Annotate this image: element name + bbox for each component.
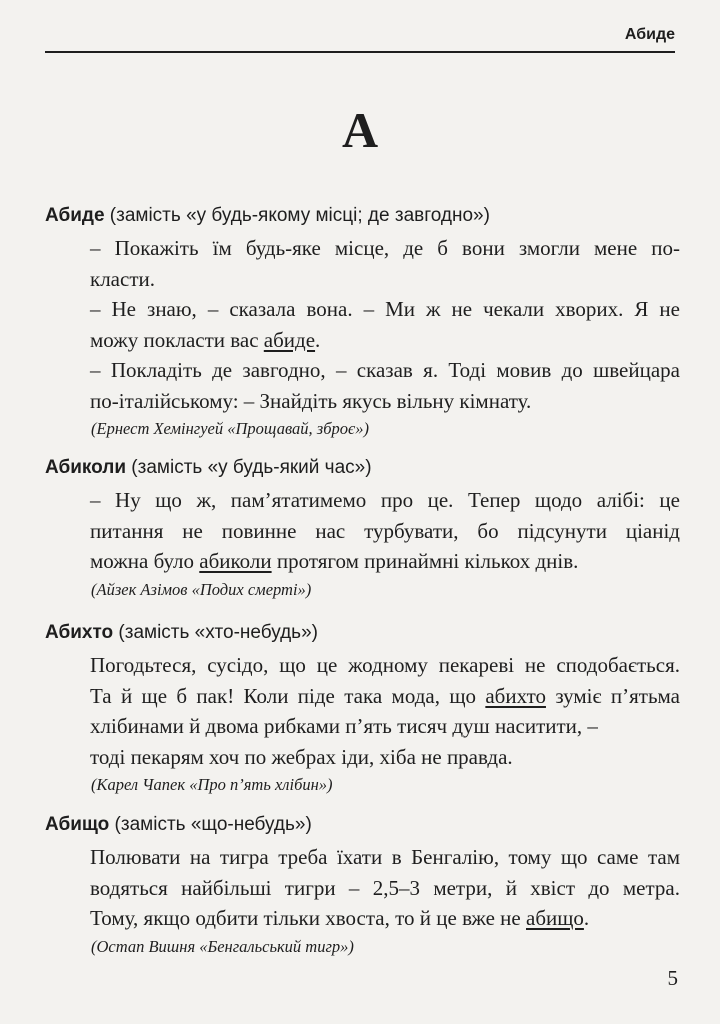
quote-source: (Ернест Хемінгуей «Прощавай, зброє»)	[91, 419, 369, 438]
entry-note: (замість «у будь-якому місці; де завгодно»)	[104, 205, 490, 226]
highlighted-word: абихто	[485, 683, 546, 708]
entry-quote	[90, 842, 680, 959]
quote-line: можна було абиколи протягом принаймні кількох днів.	[90, 549, 579, 573]
entry-note: (замість «хто-небудь»)	[113, 622, 318, 643]
quote-line: тоді пекарям хоч по жебрах іди, хіба не правда.	[90, 744, 513, 769]
dictionary-entry	[45, 455, 680, 602]
entry-word: Абиколи	[45, 457, 127, 478]
entry-quote	[90, 485, 680, 602]
quote-line: Полювати на тигра треба їхати в Бенгалію, тому що саме там	[90, 845, 680, 869]
quote-line: класти.	[90, 266, 155, 291]
dictionary-entry	[45, 620, 680, 797]
dictionary-entry	[45, 203, 680, 441]
entry-word: Абищо	[45, 814, 110, 835]
quote-line: – Ну що ж, пам’ятатимемо про це. Тепер щодо алібі: це	[90, 488, 680, 512]
quote-line: водяться найбільші тигри – 2,5–3 метри, й хвіст до метра.	[90, 875, 680, 900]
quote-source: (Карел Чапек «Про п’ять хлібин»)	[91, 775, 333, 794]
quote-line: – Покладіть де завгодно, – сказав я. Тоді мовив до швейцара	[90, 358, 680, 382]
entry-word: Абиде	[45, 205, 105, 226]
section-letter: А	[341, 102, 379, 158]
quote-line: можу покласти вас абиде.	[90, 327, 321, 352]
entry-note: (замість «у будь-який час»)	[126, 457, 372, 478]
entry-word: Абихто	[45, 622, 114, 643]
entry-quote	[90, 233, 680, 441]
header-rule	[45, 51, 675, 53]
quote-line: питання не повинне нас турбувати, бо підсунути ціанід	[90, 518, 680, 543]
highlighted-word: абиде	[263, 327, 316, 352]
entry-quote	[90, 650, 680, 797]
entry-heading	[45, 620, 680, 646]
running-header: Абиде	[624, 26, 675, 43]
quote-line: – Не знаю, – сказала вона. – Ми ж не чекали хворих. Я не	[90, 297, 680, 321]
entry-heading	[45, 812, 680, 838]
quote-source: (Айзек Азімов «Подих смерті»)	[91, 579, 312, 599]
quote-source: (Остап Вишня «Бенгальський тигр»)	[91, 936, 354, 956]
dictionary-entry	[45, 812, 680, 959]
quote-line: Погодьтеся, сусідо, що це жодному пекареві не сподобається.	[90, 653, 680, 677]
highlighted-word: абиколи	[199, 549, 272, 573]
entry-note: (замість «що-небудь»)	[109, 814, 312, 835]
entry-heading	[45, 455, 680, 481]
entry-heading	[45, 203, 680, 229]
page-number: 5	[667, 966, 678, 990]
quote-line: – Покажіть їм будь-яке місце, де б вони змогли мене по-	[90, 236, 680, 260]
quote-line: Тому, якщо одбити тільки хвоста, то й це вже не абищо.	[90, 906, 590, 930]
quote-line: Та й ще б пак! Коли піде така мода, що абихто зуміє п’ятьма	[90, 683, 680, 708]
highlighted-word: абищо	[526, 906, 584, 930]
quote-line: по-італійському: – Знайдіть якусь вільну кімнату.	[90, 388, 532, 413]
quote-line: хлібинами й двома рибками п’ять тисяч душ наситити, –	[90, 714, 598, 738]
